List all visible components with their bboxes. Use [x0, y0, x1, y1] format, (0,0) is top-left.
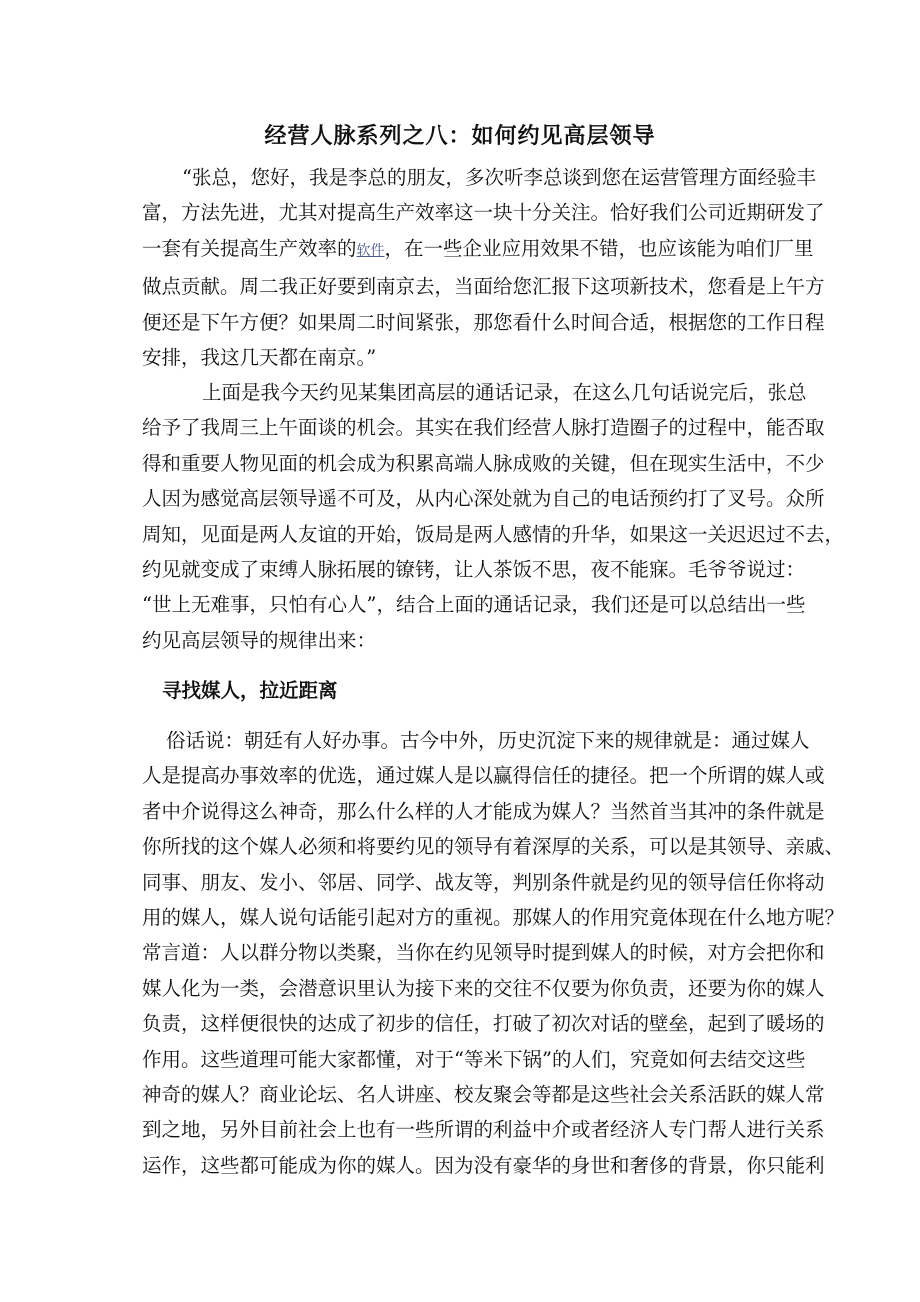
line-segment: ，在一些企业应用效果不错，也应该能为咱们厂里: [384, 236, 814, 260]
software-link[interactable]: 软件: [356, 242, 385, 259]
paragraph-line: 常言道：人以群分物以类聚，当你在约见领导时提到媒人的时候，对方会把你和: [142, 941, 825, 965]
paragraph-line: 做点贡献。周二我正好要到南京去，当面给您汇报下这项新技术，您看是上午方: [142, 275, 825, 299]
paragraph-line: 人是提高办事效率的优选，通过媒人是以赢得信任的捷径。把一个所谓的媒人或: [142, 764, 825, 788]
paragraph-line: 神奇的媒人？商业论坛、名人讲座、校友聚会等都是这些社会关系活跃的媒人常: [142, 1083, 825, 1107]
paragraph-phone-call: [142, 160, 825, 375]
paragraph-matchmaker: [142, 723, 845, 1183]
paragraph-line: 富，方法先进，尤其对提高生产效率这一块十分关注。恰好我们公司近期研发了: [142, 201, 825, 225]
paragraph-line: 约见就变成了束缚人脉拓展的镣铐，让人茶饭不思，夜不能寐。毛爷爷说过：: [142, 558, 806, 582]
paragraph-line: 者中介说得这么神奇，那么什么样的人才能成为媒人？当然首当其冲的条件就是: [142, 799, 825, 823]
paragraph-line: 上面是我今天约见某集团高层的通话记录，在这么几句话说完后，张总: [202, 381, 807, 404]
paragraph-line: 俗话说：朝廷有人好办事。古今中外，历史沉淀下来的规律就是：通过媒人: [166, 729, 810, 752]
paragraph-line: 你所找的这个媒人必须和将要约见的领导有着深厚的关系，可以是其领导、亲戚、: [142, 835, 845, 859]
paragraph-line: 到之地，另外目前社会上也有一些所谓的利益中介或者经济人专门帮人进行关系: [142, 1118, 825, 1142]
paragraph-line: 周知，见面是两人友谊的开始，饭局是两人感情的升华，如果这一关迟迟过不去，: [142, 522, 845, 546]
paragraph-line: “张总，您好，我是李总的朋友，多次听李总谈到您在运营管理方面经验丰: [182, 166, 816, 189]
paragraph-line: 运作，这些都可能成为你的媒人。因为没有豪华的身世和奢侈的背景，你只能利: [142, 1153, 825, 1177]
paragraph-line: 作用。这些道理可能大家都懂，对于“等米下锅”的人们，究竟如何去结交这些: [142, 1047, 806, 1071]
paragraph-line: 人因为感觉高层领导遥不可及，从内心深处就为自己的电话预约打了叉号。众所: [142, 487, 825, 511]
paragraph-line: 用的媒人，媒人说句话能引起对方的重视。那媒人的作用究竟体现在什么地方呢？: [142, 906, 845, 930]
paragraph-line: 负责，这样便很快的达成了初步的信任，打破了初次对话的壁垒，起到了暖场的: [142, 1012, 825, 1036]
paragraph-line: [142, 231, 814, 269]
paragraph-line: 媒人化为一类，会潜意识里认为接下来的交往不仅要为你负责，还要为你的媒人: [142, 976, 825, 1000]
paragraph-line: 得和重要人物见面的机会成为积累高端人脉成败的关键，但在现实生活中，不少: [142, 451, 825, 475]
paragraph-line: 便还是下午方便？如果周二时间紧张，那您看什么时间合适，根据您的工作日程: [142, 310, 825, 334]
paragraph-intro: [142, 375, 845, 658]
document-title: 经营人脉系列之八：如何约见高层领导: [264, 123, 656, 149]
line-segment: 一套有关提高生产效率的: [142, 236, 357, 260]
paragraph-line: 给予了我周三上午面谈的机会。其实在我们经营人脉打造圈子的过程中，能否取: [142, 416, 825, 440]
paragraph-line: 约见高层领导的规律出来：: [142, 628, 377, 652]
paragraph-line: 同事、朋友、发小、邻居、同学、战友等，判别条件就是约见的领导信任你将动: [142, 870, 825, 894]
section-heading: 寻找媒人，拉近距离: [162, 679, 338, 702]
paragraph-line: “世上无难事，只怕有心人”，结合上面的通话记录，我们还是可以总结出一些: [142, 593, 806, 617]
paragraph-line: 安排，我这几天都在南京。”: [142, 346, 377, 370]
